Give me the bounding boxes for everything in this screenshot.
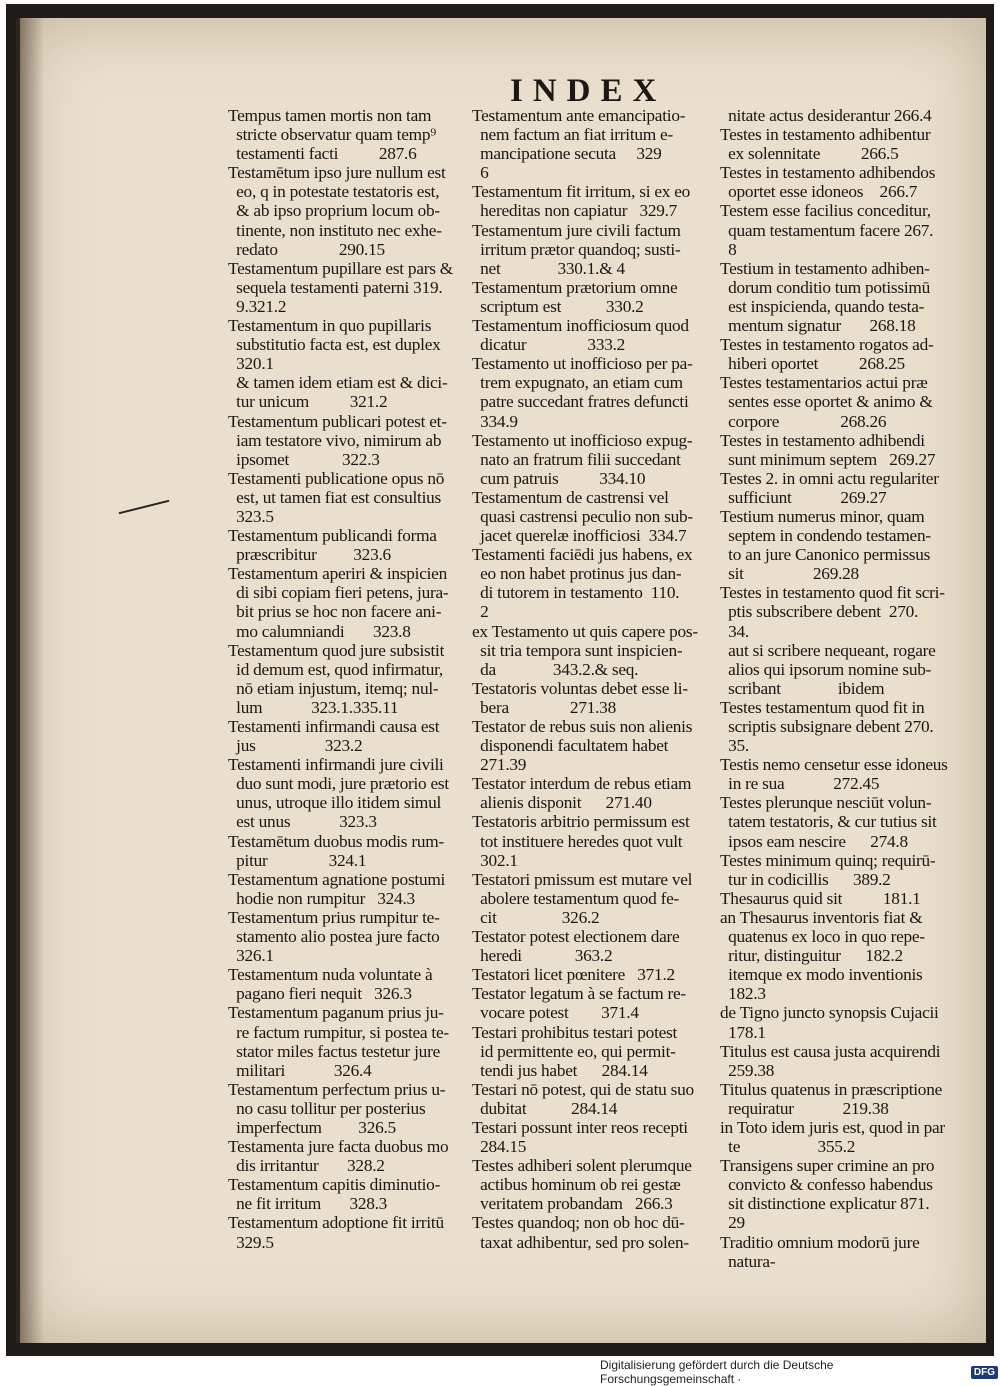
index-entry-line: Testamentum prætorium omne (472, 277, 678, 297)
index-entry-line: di sibi copiam fieri petens, jura- (228, 583, 449, 603)
index-entry-line: eo, q in potestate testatoris est, (228, 182, 440, 202)
index-entry-line: da 343.2.& seq. (472, 659, 639, 679)
index-entry-line: abolere testamentum quod fe- (472, 888, 679, 908)
index-entry-line: dubitat 284.14 (472, 1098, 618, 1118)
index-entry-line: 320.1 (228, 354, 274, 374)
index-entry-line: 326.1 (228, 946, 274, 966)
index-entry-line: tot instituere heredes quot vult (472, 831, 683, 851)
index-entry-line: patre succedant fratres defuncti (472, 392, 689, 412)
index-entry-line: trem expugnato, an etiam cum (472, 373, 683, 393)
index-entry-line: Testamenti infirmandi causa est (228, 717, 440, 736)
index-entry-line: quasi castrensi peculio non sub- (472, 506, 693, 526)
index-entry-line: stator miles factus testetur jure (228, 1041, 440, 1061)
index-entry-line: 6 (472, 163, 489, 183)
index-entry-line: taxat adhibentur, sed pro solen- (472, 1232, 689, 1252)
index-entry-line: Testes testamentum quod fit in (720, 697, 925, 717)
index-entry-line: 29 (720, 1213, 745, 1233)
pen-mark (119, 500, 170, 515)
index-entry-line: tur unicum 321.2 (228, 392, 388, 412)
index-entry-line: in re sua 272.45 (720, 774, 880, 794)
index-entry-line: re factum rumpitur, si postea te- (228, 1022, 449, 1042)
index-entry-line: tur in codicillis 389.2 (720, 869, 891, 889)
index-entry-line: aut si scribere nequeant, rogare (720, 640, 936, 660)
index-entry-line: mentum signatur 268.18 (720, 316, 916, 336)
index-entry-line: to an jure Canonico permissus (720, 545, 931, 565)
index-entry-line: ex solennitate 266.5 (720, 144, 899, 164)
index-entry-line: dicatur 333.2 (472, 335, 626, 355)
index-entry-line: sequela testamenti paterni 319. (228, 277, 443, 297)
index-entry-line: unus, utroque illo itidem simul (228, 793, 442, 813)
index-entry-line: 182.3 (720, 984, 766, 1004)
index-entry-line: septem in condendo testamen- (720, 526, 931, 546)
index-entry-line: 34. (720, 621, 749, 641)
index-entry-line: Testari possunt inter reos recepti (472, 1117, 688, 1137)
index-entry-line: scriptis subsignare debent 270. (720, 717, 934, 736)
index-entry-line: Testis nemo censetur esse idoneus (720, 755, 948, 775)
index-entry-line: iam testatore vivo, nimirum ab (228, 430, 442, 450)
index-entry-line: tatem testatoris, & cur tutius sit (720, 812, 937, 832)
index-entry-line: & ab ipso proprium locum ob- (228, 201, 440, 221)
index-entry-line: pitur 324.1 (228, 850, 367, 870)
index-entry-line: Testamentum in quo pupillaris (228, 316, 432, 336)
index-entry-line: eo non habet protinus jus dan- (472, 564, 682, 584)
index-entry-line: ritur, distinguitur 182.2 (720, 946, 903, 966)
index-entry-line: actibus hominum ob rei gestæ (472, 1175, 681, 1195)
index-entry-line: redato 290.15 (228, 239, 385, 259)
index-entry-line: Testes in testamento adhibendi (720, 430, 925, 450)
index-entry-line: Testes in testamento rogatos ad- (720, 335, 934, 355)
index-entry-line: Testamentum agnatione postumi (228, 869, 446, 889)
index-entry-line: pagano fieri nequit 326.3 (228, 984, 412, 1004)
index-entry-line: Testatoris voluntas debet esse li- (472, 678, 688, 698)
index-entry-line: duo sunt modi, jure prætorio est (228, 774, 449, 794)
index-entry-line: irritum prætor quandoq; susti- (472, 239, 681, 259)
index-entry-line: di tutorem in testamento 110. (472, 583, 680, 603)
index-entry-line: 302.1 (472, 850, 518, 870)
index-entry-line: quatenus ex loco in quo repe- (720, 927, 925, 947)
index-entry-line: Testamētum duobus modis rum- (228, 831, 444, 851)
index-entry-line: & tamen idem etiam est & dici- (228, 373, 448, 393)
index-entry-line: Tempus tamen mortis non tam (228, 106, 432, 125)
index-entry-line: no casu tollitur per posterius (228, 1098, 426, 1118)
index-entry-line: Testes in testamento adhibendos (720, 163, 936, 183)
index-entry-line: in Toto idem juris est, quod in par (720, 1117, 945, 1137)
index-entry-line: Testium numerus minor, quam (720, 506, 925, 526)
index-entry-line: Testes 2. in omni actu regulariter (720, 468, 939, 488)
index-entry-line: Testamentum pupillare est pars & (228, 258, 453, 278)
index-entry-line: Testamentum perfectum prius u- (228, 1079, 446, 1099)
dfg-logo: DFG (971, 1366, 998, 1379)
index-entry-line: Testamentum ante emancipatio- (472, 106, 686, 125)
index-entry-line: præscribitur 323.6 (228, 545, 391, 565)
index-entry-line: Testamentum prius rumpitur te- (228, 907, 440, 927)
index-entry-line: tendi jus habet 284.14 (472, 1060, 648, 1080)
index-entry-line: sufficiunt 269.27 (720, 487, 887, 507)
index-entry-line: Testamentum paganum prius ju- (228, 1003, 444, 1023)
index-entry-line: 334.9 (472, 411, 518, 431)
index-entry-line: Testamentum adoptione fit irritū (228, 1213, 444, 1233)
index-entry-line: scribant ibidem (720, 678, 885, 698)
index-entry-line: tinente, non instituto nec exhe- (228, 220, 442, 240)
index-column-3 (720, 106, 965, 1271)
index-entry-line: jus 323.2 (228, 736, 363, 756)
index-entry-line: natura- (720, 1251, 776, 1271)
index-entry-line: Testamenti infirmandi jure civili (228, 755, 444, 775)
index-entry-line: hereditas non capiatur 329.7 (472, 201, 678, 221)
page-title: INDEX (510, 73, 667, 109)
index-column-2 (472, 106, 717, 1252)
index-entry-line: Testes in testamento adhibentur (720, 125, 931, 145)
index-entry-line: Testatori pmissum est mutare vel (472, 869, 693, 889)
index-entry-line: id demum est, quod infirmatur, (228, 659, 443, 679)
index-entry-line: cum patruis 334.10 (472, 468, 646, 488)
index-entry-line: scriptum est 330.2 (472, 296, 644, 316)
index-entry-line: Testamentum quod jure subsistit (228, 640, 445, 660)
index-entry-line: Testium in testamento adhiben- (720, 258, 930, 278)
index-entry-line: alios qui ipsorum nomine sub- (720, 659, 932, 679)
index-entry-line: Traditio omnium modorū jure (720, 1232, 920, 1252)
index-entry-line: Testatori licet pœnitere 371.2 (472, 965, 675, 985)
index-entry-line: id permittente eo, qui permit- (472, 1041, 676, 1061)
index-entry-line: Testes plerunque nesciūt volun- (720, 793, 932, 813)
index-entry-line: nitate actus desiderantur 266.4 (720, 106, 932, 125)
index-entry-line: sit distinctione explicatur 871. (720, 1194, 930, 1214)
index-entry-line: imperfectum 326.5 (228, 1117, 396, 1137)
index-entry-line: disponendi facultatem habet (472, 736, 669, 756)
index-entry-line: cit 326.2 (472, 907, 600, 927)
index-entry-line: hiberi oportet 268.25 (720, 354, 905, 374)
index-entry-line: 271.39 (472, 755, 527, 775)
index-entry-line: jacet querelæ inofficiosi 334.7 (472, 526, 687, 546)
index-entry-line: Testator legatum à se factum re- (472, 984, 686, 1004)
index-entry-line: Testes testamentarios actui præ (720, 373, 928, 393)
index-entry-line: bera 271.38 (472, 697, 616, 717)
index-entry-line: de Tigno juncto synopsis Cujacii (720, 1003, 939, 1023)
index-entry-line: testamenti facti 287.6 (228, 144, 417, 164)
index-entry-line: Testamētum ipso jure nullum est (228, 163, 446, 183)
index-entry-line: ipsomet 322.3 (228, 449, 380, 469)
index-entry-line: Testator de rebus suis non alienis (472, 717, 693, 736)
index-entry-line: Testamenta jure facta duobus mo (228, 1137, 449, 1157)
index-column-1 (228, 106, 468, 1252)
index-entry-line: substitutio facta est, est duplex (228, 335, 441, 355)
index-entry-line: convicto & confesso habendus (720, 1175, 933, 1195)
index-entry-line: dorum conditio tum potissimū (720, 277, 930, 297)
index-entry-line: Transigens super crimine an pro (720, 1156, 935, 1176)
index-entry-line: Testator potest electionem dare (472, 927, 680, 947)
index-entry-line: sit 269.28 (720, 564, 859, 584)
index-entry-line: 323.5 (228, 506, 274, 526)
index-entry-line: ptis subscribere debent 270. (720, 602, 919, 622)
index-entry-line: 35. (720, 736, 749, 756)
index-entry-line: Testes adhiberi solent plerumque (472, 1156, 692, 1176)
index-entry-line: est unus 323.3 (228, 812, 377, 832)
index-entry-line: sit tria tempora sunt inspicien- (472, 640, 683, 660)
index-entry-line: heredi 363.2 (472, 946, 613, 966)
index-entry-line: an Thesaurus inventoris fiat & (720, 907, 923, 927)
index-entry-line: lum 323.1.335.11 (228, 697, 399, 717)
index-entry-line: Testem esse facilius conceditur, (720, 201, 931, 221)
index-entry-line: est inspicienda, quando testa- (720, 296, 925, 316)
index-entry-line: itemque ex modo inventionis (720, 965, 923, 985)
index-entry-line: Thesaurus quid sit 181.1 (720, 888, 921, 908)
index-entry-line: Testamentum inofficiosum quod (472, 316, 689, 336)
index-entry-line: ipsos eam nescire 274.8 (720, 831, 908, 851)
index-entry-line: te 355.2 (720, 1137, 856, 1157)
index-entry-line: net 330.1.& 4 (472, 258, 625, 278)
index-entry-line: nem factum an fiat irritum e- (472, 125, 673, 145)
index-entry-line: 329.5 (228, 1232, 274, 1252)
index-entry-line: 9.321.2 (228, 296, 287, 316)
index-entry-line: hodie non rumpitur 324.3 (228, 888, 415, 908)
index-entry-line: Testari nō potest, qui de statu suo (472, 1079, 694, 1099)
index-entry-line: militari 326.4 (228, 1060, 372, 1080)
index-entry-line: Testamentum nuda voluntate à (228, 965, 433, 985)
footer-text: Digitalisierung gefördert durch die Deutsche Forschungsgemeinschaft · (600, 1358, 834, 1386)
index-entry-line: Testamentum fit irritum, si ex eo (472, 182, 691, 202)
index-entry-line: 2 (472, 602, 489, 622)
index-entry-line: 284.15 (472, 1137, 527, 1157)
index-entry-line: corpore 268.26 (720, 411, 887, 431)
index-entry-line: ex Testamento ut quis capere pos- (472, 621, 698, 641)
index-entry-line: Titulus quatenus in præscriptione (720, 1079, 943, 1099)
index-entry-line: Testator interdum de rebus etiam (472, 774, 692, 794)
index-entry-line: requiratur 219.38 (720, 1098, 889, 1118)
index-entry-line: Testamentum jure civili factum (472, 220, 681, 240)
index-entry-line: Testes quandoq; non ob hoc dū- (472, 1213, 685, 1233)
index-entry-line: stricte observatur quam temp⁹ (228, 125, 436, 145)
index-entry-line: Testatoris arbitrio permissum est (472, 812, 690, 832)
index-entry-line: Testamentum publicandi forma (228, 526, 437, 546)
index-entry-line: Testes in testamento quod fit scri- (720, 583, 945, 603)
index-entry-line: quam testamentum facere 267. (720, 220, 934, 240)
index-entry-line: mo calumniandi 323.8 (228, 621, 411, 641)
index-entry-line: Testamento ut inofficioso expug- (472, 430, 693, 450)
index-entry-line: Testes minimum quinq; requirū- (720, 850, 936, 870)
index-entry-line: Testari prohibitus testari potest (472, 1022, 678, 1042)
index-entry-line: 178.1 (720, 1022, 766, 1042)
index-entry-line: vocare potest 371.4 (472, 1003, 639, 1023)
index-entry-line: mancipatione secuta 329 (472, 144, 662, 164)
index-entry-line: Titulus est causa justa acquirendi (720, 1041, 941, 1061)
index-entry-line: nō etiam injustum, itemq; nul- (228, 678, 439, 698)
index-entry-line: oportet esse idoneos 266.7 (720, 182, 918, 202)
index-entry-line: Testamentum publicari potest et- (228, 411, 447, 431)
index-entry-line: alienis disponit 271.40 (472, 793, 652, 813)
index-entry-line: ne fit irritum 328.3 (228, 1194, 388, 1214)
index-entry-line: stamento alio postea jure facto (228, 927, 440, 947)
index-entry-line: Testamentum aperiri & inspicien (228, 564, 447, 584)
index-entry-line: 8 (720, 239, 737, 259)
index-entry-line: Testamentum capitis diminutio- (228, 1175, 441, 1195)
index-entry-line: Testamenti faciēdi jus habens, ex (472, 545, 693, 565)
index-entry-line: 259.38 (720, 1060, 775, 1080)
index-entry-line: veritatem probandam 266.3 (472, 1194, 673, 1214)
index-entry-line: Testamentum de castrensi vel (472, 487, 669, 507)
digitization-footer (600, 1358, 998, 1386)
index-entry-line: sentes esse oportet & animo & (720, 392, 933, 412)
index-entry-line: est, ut tamen fiat est consultius (228, 487, 441, 507)
index-entry-line: nato an fratrum filii succedant (472, 449, 681, 469)
index-entry-line: bit prius se hoc non facere ani- (228, 602, 442, 622)
book-page (16, 18, 986, 1343)
index-entry-line: Testamento ut inofficioso per pa- (472, 354, 693, 374)
index-entry-line: sunt minimum septem 269.27 (720, 449, 936, 469)
index-entry-line: Testamenti publicatione opus nō (228, 468, 445, 488)
index-entry-line: dis irritantur 328.2 (228, 1156, 385, 1176)
